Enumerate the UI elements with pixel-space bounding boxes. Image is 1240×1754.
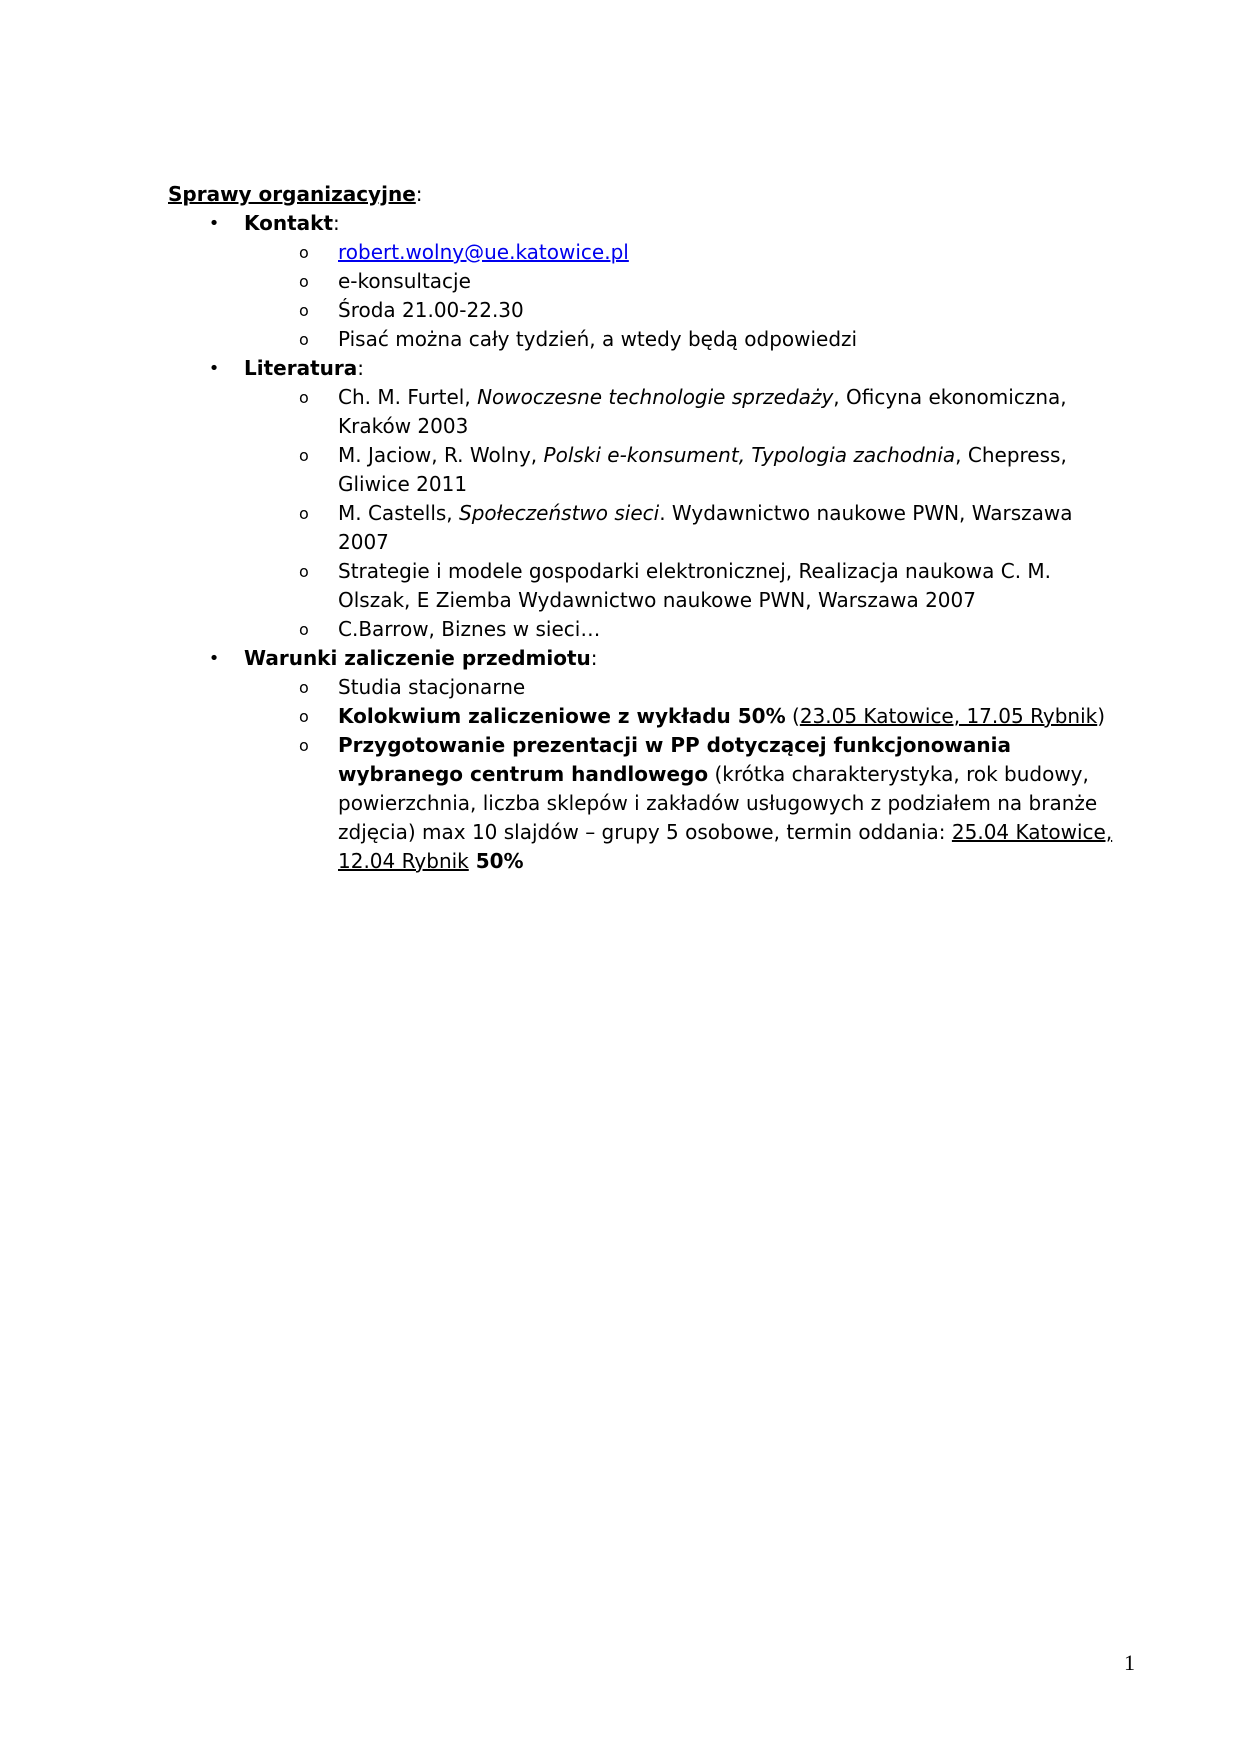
main-list	[168, 209, 1128, 876]
item-weight: 50%	[468, 849, 524, 873]
page-number: 1	[1124, 1650, 1135, 1675]
list-item	[168, 296, 1128, 325]
kontakt-sublist	[244, 238, 1128, 354]
item-text: Pisać można cały tydzień, a wtedy będą odpowiedzi	[338, 327, 858, 351]
item-dates: 23.05 Katowice, 17.05 Rybnik	[799, 704, 1098, 728]
list-item	[168, 238, 1128, 267]
sub-marker: o	[299, 330, 309, 349]
list-item	[168, 499, 1128, 557]
literatura-sublist	[244, 383, 1128, 644]
sub-marker: o	[299, 678, 309, 697]
document-content	[168, 180, 1128, 876]
sub-marker: o	[299, 504, 309, 523]
item-text: (krótka charakterystyka, rok budowy, powierzchnia, liczba sklepów i zakładów usługowych z podziałem na branże zdjęcia) max 10 slajdów – grupy 5 osobowe, termin oddania:	[338, 762, 1098, 844]
item-text: e-konsultacje	[338, 269, 471, 293]
item-text: )	[1097, 704, 1106, 728]
sub-marker: o	[299, 562, 309, 581]
item-bold-text: Przygotowanie prezentacji w PP dotyczącej funkcjonowania wybranego centrum handlowego	[338, 733, 1011, 786]
sub-marker: o	[299, 446, 309, 465]
list-item-literatura	[168, 354, 1128, 644]
section-colon: :	[357, 356, 364, 380]
book-author: Ch. M. Furtel,	[338, 385, 478, 409]
book-author: M. Jaciow, R. Wolny,	[338, 443, 544, 467]
sub-marker: o	[299, 736, 309, 755]
bullet-marker: •	[208, 213, 220, 234]
section-heading	[168, 180, 423, 209]
book-title: Społeczeństwo sieci	[459, 501, 660, 525]
section-colon: :	[590, 646, 598, 670]
item-text: (	[785, 704, 800, 728]
list-item	[168, 383, 1128, 441]
item-text: Strategie i modele gospodarki elektronicznej, Realizacja naukowa C. M. Olszak, E Ziemba Wydawnictwo naukowe PWN, Warszawa 2007	[338, 559, 1052, 612]
book-title: Polski e-konsument, Typologia zachodnia	[543, 443, 956, 467]
item-text: Studia stacjonarne	[338, 675, 526, 699]
item-text: C.Barrow, Biznes w sieci…	[338, 617, 601, 641]
list-item	[168, 325, 1128, 354]
sub-marker: o	[299, 707, 309, 726]
list-item-warunki	[168, 644, 1128, 876]
section-title: Warunki zaliczenie przedmiotu	[244, 646, 591, 670]
sub-marker: o	[299, 301, 309, 320]
list-item	[168, 731, 1128, 876]
sub-marker: o	[299, 272, 309, 291]
list-item	[168, 557, 1128, 615]
book-author: M. Castells,	[338, 501, 460, 525]
email-link[interactable]: robert.wolny@ue.katowice.pl	[338, 240, 629, 264]
section-title: Literatura	[244, 356, 358, 380]
warunki-sublist	[244, 673, 1128, 876]
list-item	[168, 615, 1128, 644]
sub-marker: o	[299, 620, 309, 639]
list-item	[168, 267, 1128, 296]
list-item	[168, 702, 1128, 731]
book-title: Nowoczesne technologie sprzedaży	[477, 385, 834, 409]
list-item	[168, 673, 1128, 702]
bullet-marker: •	[208, 648, 220, 669]
item-bold-text: Kolokwium zaliczeniowe z wykładu 50%	[338, 704, 786, 728]
heading-colon: :	[415, 182, 423, 206]
section-colon: :	[333, 211, 340, 235]
book-details: , Chepress, Gliwice 2011	[338, 443, 1067, 496]
item-dates: 25.04 Katowice, 12.04 Rybnik	[338, 820, 1113, 873]
list-item	[168, 441, 1128, 499]
item-text: Środa 21.00-22.30	[338, 298, 524, 322]
section-title: Kontakt	[244, 211, 334, 235]
list-item-kontakt	[168, 209, 1128, 354]
sub-marker: o	[299, 243, 309, 262]
book-details: . Wydawnictwo naukowe PWN, Warszawa 2007	[338, 501, 1073, 554]
sub-marker: o	[299, 388, 309, 407]
book-details: , Oficyna ekonomiczna, Kraków 2003	[338, 385, 1067, 438]
bullet-marker: •	[208, 358, 220, 379]
heading-title: Sprawy organizacyjne	[168, 182, 416, 206]
